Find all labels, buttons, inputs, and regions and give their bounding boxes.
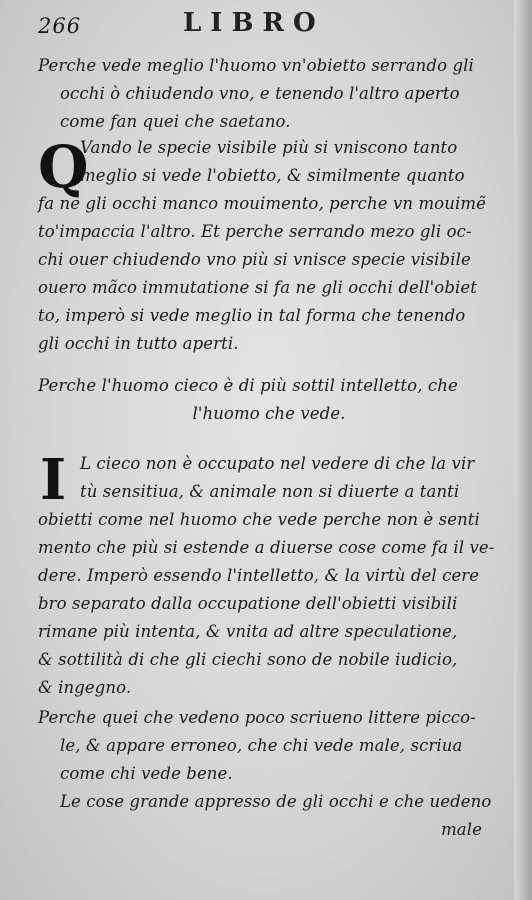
page-edge xyxy=(514,0,532,900)
drop-cap-i: I xyxy=(40,447,67,513)
text-line: come chi vede bene. xyxy=(60,764,233,783)
text-line: le, & appare erroneo, che chi vede male, scriua xyxy=(60,736,463,755)
text-line: Le cose grande appresso de gli occhi e che uedeno xyxy=(60,792,492,811)
page-number: 266 xyxy=(38,14,82,38)
text-line: & sottilità di che gli ciechi sono de nobile iudicio, xyxy=(38,650,458,669)
page-header xyxy=(38,6,488,40)
text-line: Perche quei che vedeno poco scriueno littere picco- xyxy=(38,708,476,727)
text-line: mento che più si estende a diuerse cose come fa il ve- xyxy=(38,538,495,557)
text-line: come fan quei che saetano. xyxy=(60,112,291,131)
question-heading-1 xyxy=(38,52,500,136)
drop-cap-q: Q xyxy=(38,133,89,201)
text-line: Perche l'huomo cieco è di più sottil intelletto, che xyxy=(38,376,458,395)
text-line: Vando le specie visibile più si vniscono tanto xyxy=(80,138,458,157)
text-line: Perche vede meglio l'huomo vn'obietto serrando gli xyxy=(38,56,474,75)
text-line: chi ouer chiudendo vno più si vnisce specie visibile xyxy=(38,250,471,269)
text-line: & ingegno. xyxy=(38,678,132,697)
question-heading-3 xyxy=(38,704,500,788)
text-line: dere. Imperò essendo l'intelletto, & la virtù del cere xyxy=(38,566,480,585)
text-line: occhi ò chiudendo vno, e tenendo l'altro aperto xyxy=(60,84,460,103)
text-line: bro separato dalla occupatione dell'obietti visibili xyxy=(38,594,458,613)
text-line: to, imperò si vede meglio in tal forma che tenendo xyxy=(38,306,466,325)
answer-paragraph-1 xyxy=(38,134,500,358)
text-line: L cieco non è occupato nel vedere di che la vir xyxy=(80,454,475,473)
text-line: to'impaccia l'altro. Et perche serrando mezo gli oc- xyxy=(38,222,472,241)
text-line: ouero mãco immutatione si fa ne gli occhi dell'obiet xyxy=(38,278,477,297)
text-line: tù sensitiua, & animale non si diuerte a tanti xyxy=(80,482,460,501)
answer-paragraph-2 xyxy=(38,447,500,702)
text-line: fa ne gli occhi manco mouimento, perche vn mouimẽ xyxy=(38,194,486,213)
text-line: l'huomo che vede. xyxy=(192,404,346,423)
question-heading-2 xyxy=(38,372,500,428)
text-line: gli occhi in tutto aperti. xyxy=(38,334,239,353)
text-line: rimane più intenta, & vnita ad altre speculatione, xyxy=(38,622,458,641)
question-heading-4 xyxy=(38,788,500,844)
text-line: meglio si vede l'obietto, & similmente quanto xyxy=(80,166,465,185)
running-title: LIBRO xyxy=(183,8,325,38)
text-line: obietti come nel huomo che vede perche non è senti xyxy=(38,510,480,529)
catchword: male xyxy=(441,820,482,839)
